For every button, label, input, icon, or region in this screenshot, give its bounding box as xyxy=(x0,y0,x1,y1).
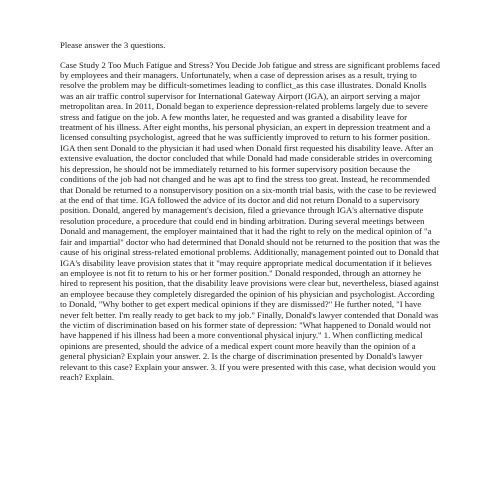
case-study-text: Case Study 2 Too Much Fatigue and Stress? You Decide Job fatigue and stress are significant problems faced by employees and their managers. Unfortunately, when a case of depression arises as a result, trying to resolve the problem may be difficult-sometimes leading to conflict_as this case illustrates. Donald Knolls was an air traffic control supervisor for International Gateway Airport (IGA), an airport serving a major metropolitan area. In 2011, Donald began to experience depression-related problems largely due to severe stress and fatigue on the job. A few months later, he requested and was granted a disability leave for treatment of his illness. After eight months, his personal physician, an expert in depression treatment and a licensed consulting psychologist, agreed that he was sufficiently improved to return to his former position. IGA then sent Donald to the physician it had used when Donald first requested his disability leave. After an extensive evaluation, the doctor concluded that while Donald had made considerable strides in overcoming his depression, he should not be immediately returned to his former supervisory position because the conditions of the job had not changed and he was apt to find the stress too great. Instead, he recommended that Donald be returned to a nonsupervisory position on a six-month trial basis, with the case to be reviewed at the end of that time. IGA followed the advice of its doctor and did not return Donald to a supervisory position. Donald, angered by management's decision, filed a grievance through IGA's alternative dispute resolution procedure, a procedure that could end in binding arbitration. During several meetings between Donald and management, the employer maintained that it had the right to rely on the medical opinion of "a fair and impartial" doctor who had determined that Donald should not be returned to the position that was the cause of his original stress-related emotional problems. Additionally, management pointed out to Donald that IGA's disability leave provision states that it "may require appropriate medical documentation if it believes an employee is not fit to return to his or her former position." Donald responded, through an attorney he hired to represent his position, that the disability leave provisions were clear but, nevertheless, biased against an employee because they completely disregarded the opinion of his physician and psychologist. According to Donald, "Why bother to get expert medical opinions if they are dismissed?" He further noted, "I have never felt better. I'm really ready to get back to my job." Finally, Donald's lawyer contended that Donald was the victim of discrimination based on his former state of depression: "What happened to Donald would not have happened if his illness had been a more conventional physical injury." 1. When conflicting medical opinions are presented, should the advice of a medical expert count more heavily than the opinion of a general physician? Explain your answer. 2. Is the charge of discrimination presented by Donald's lawyer relevant to this case? Explain your answer. 3. If you were presented with this case, what decision would you reach? Explain. xyxy=(60,59,440,383)
instruction-text: Please answer the 3 questions. xyxy=(60,40,166,50)
